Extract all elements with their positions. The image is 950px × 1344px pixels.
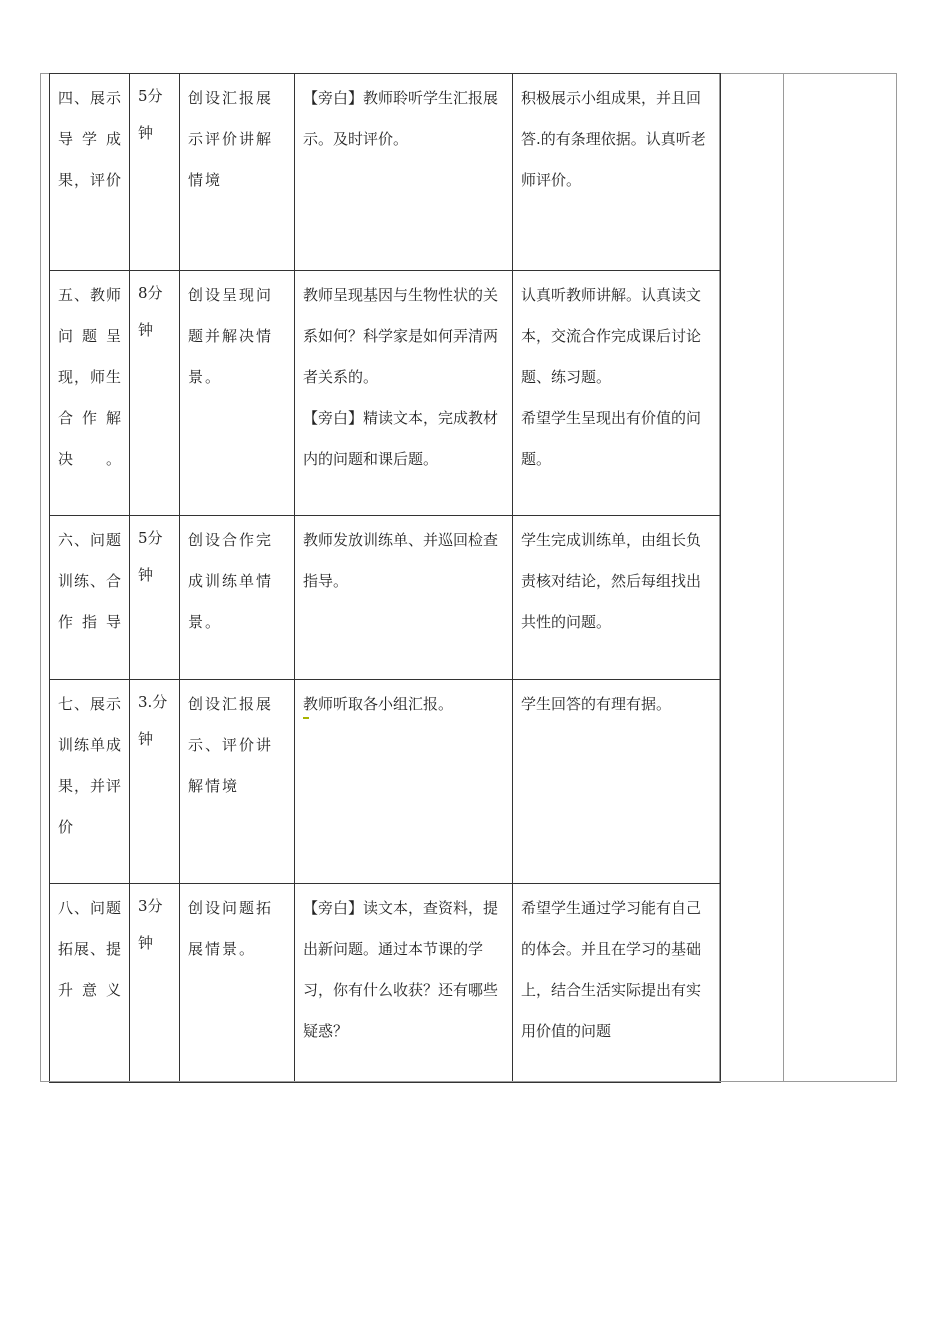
teacher-activity-cell — [295, 516, 513, 680]
student-activity-text: 积极展示小组成果，并且回答.的有条理依据。认真听老师评价。 — [521, 89, 706, 189]
table-row — [50, 271, 721, 516]
situation-cell: 创设问题拓展情景。 — [180, 884, 295, 1083]
teacher-activity-text: 【旁白】读文本，查资料，提出新问题。通过本节课的学习，你有什么收获？还有哪些疑惑？ — [303, 899, 499, 1040]
time-cell: 8分钟 — [130, 271, 180, 516]
student-activity-cell — [513, 74, 721, 271]
teacher-activity-cell — [295, 884, 513, 1083]
teacher-activity-cell — [295, 680, 513, 884]
student-activity-text: 学生完成训练单，由组长负责核对结论，然后每组找出共性的问题。 — [521, 531, 702, 631]
teacher-activity-text: 教师发放训练单、并巡回检查指导。 — [303, 531, 499, 590]
table-row — [50, 884, 721, 1083]
time-cell: 3分钟 — [130, 884, 180, 1083]
situation-cell: 创设汇报展示评价讲解情境 — [180, 74, 295, 271]
student-activity-text: 认真听教师讲解。认真读文本，交流合作完成课后讨论题、练习题。 — [521, 286, 702, 386]
stage-cell: 七、展示训练单成果，并评价 — [50, 680, 130, 884]
student-activity-text: 希望学生呈现出有价值的问题。 — [521, 409, 702, 468]
outer-bottom-line — [40, 1081, 897, 1082]
column-divider-2 — [783, 73, 784, 1082]
student-activity-text: 学生回答的有理有据。 — [521, 695, 672, 713]
table-row — [50, 516, 721, 680]
time-cell: 5分钟 — [130, 74, 180, 271]
time-cell: 3.分钟 — [130, 680, 180, 884]
stage-cell: 四、展示导学成果，评价 — [50, 74, 130, 271]
situation-cell: 创设呈现问题并解决情景。 — [180, 271, 295, 516]
teacher-activity-text: 【旁白】精读文本，完成教材内的问题和课后题。 — [303, 409, 499, 468]
teacher-activity-text: 教师呈现基因与生物性状的关系如何？科学家是如何弄清两者关系的。 — [303, 286, 499, 386]
student-activity-cell — [513, 516, 721, 680]
time-cell: 5分钟 — [130, 516, 180, 680]
teacher-activity-cell — [295, 74, 513, 271]
student-activity-cell — [513, 884, 721, 1083]
student-activity-cell — [513, 680, 721, 884]
stage-cell: 六、问题训练、合作指导 — [50, 516, 130, 680]
table-row — [50, 74, 721, 271]
teacher-activity-text: 教师听取各小组汇报。 — [303, 695, 454, 713]
student-activity-text: 希望学生通过学习能有自己的体会。并且在学习的基础上，结合生活实际提出有实用价值的问题 — [521, 899, 702, 1040]
situation-cell: 创设汇报展示、评价讲解情境 — [180, 680, 295, 884]
lesson-plan-table — [49, 73, 721, 1083]
student-activity-cell — [513, 271, 721, 516]
stage-cell: 五、教师问题呈现，师生合作解决。 — [50, 271, 130, 516]
teacher-activity-cell — [295, 271, 513, 516]
situation-cell: 创设合作完成训练单情景。 — [180, 516, 295, 680]
teacher-activity-text: 【旁白】教师聆听学生汇报展示。及时评价。 — [303, 89, 499, 148]
table-row — [50, 680, 721, 884]
stage-cell: 八、问题拓展、提升意义 — [50, 884, 130, 1083]
